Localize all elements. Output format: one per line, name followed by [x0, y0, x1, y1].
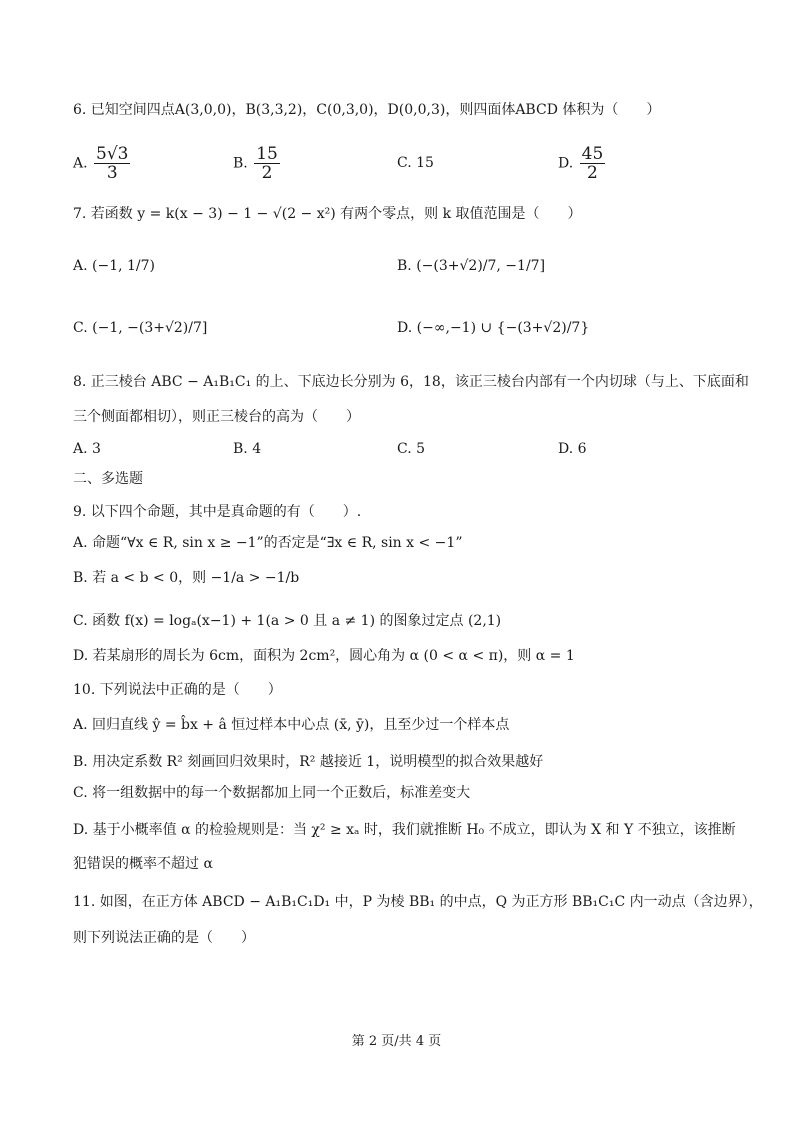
q8-option-a: [73, 439, 101, 459]
q8-option-a-letter: A.: [73, 441, 88, 457]
q6-option-a-num: 5√3: [96, 144, 129, 164]
q10-stem: 10. 下列说法中正确的是（ ）: [73, 682, 282, 698]
q8-option-d: [558, 439, 587, 459]
q9-option-d: D. 若某扇形的周长为 6cm，面积为 2cm²，圆心角为 α (0 < α < π)，则 α = 1: [73, 648, 575, 664]
q7-option-d-letter: D.: [397, 320, 413, 336]
q7-option-b: [397, 256, 545, 276]
q10-option-d-line1: D. 基于小概率值 α 的检验规则是：当 χ² ≥ xₐ 时，我们就推断 H₀ 不成立，即认为 X 和 Y 不独立，该推断: [73, 822, 736, 838]
q6-option-c-letter: C.: [397, 155, 412, 171]
q6-option-d: [558, 145, 607, 182]
q10-option-c: C. 将一组数据中的每一个数据都加上同一个正数后，标准差变大: [73, 785, 471, 801]
q8-stem-line1: 8. 正三棱台 ABC − A₁B₁C₁ 的上、下底边长分别为 6，18，该正三棱台内部有一个内切球（与上、下底面和: [73, 374, 749, 390]
q10-option-d-line2: 犯错误的概率不超过 α: [73, 856, 213, 872]
q9-option-b: B. 若 a < b < 0，则 −1/a > −1/b: [73, 570, 300, 586]
q8-option-b-letter: B.: [233, 441, 248, 457]
q7-option-c: [73, 318, 207, 338]
q6-stem: 6. 已知空间四点A(3,0,0)，B(3,3,2)，C(0,3,0)，D(0,0,3)，则四面体ABCD 体积为（ ）: [73, 102, 661, 118]
q8-option-d-text: 6: [577, 441, 587, 457]
q7-stem: 7. 若函数 y = k(x − 3) − 1 − √(2 − x²) 有两个零点，则 k 取值范围是（ ）: [73, 206, 582, 222]
q7-option-d-text: (−∞,−1) ∪ {−(3+√2)/7}: [416, 320, 590, 336]
q6-option-a-letter: A.: [73, 155, 88, 172]
q8-option-b-text: 4: [252, 441, 262, 457]
q6-option-d-fraction: [580, 145, 606, 182]
q11-stem-line1: 11. 如图，在正方体 ABCD − A₁B₁C₁D₁ 中，P 为棱 BB₁ 的中点，Q 为正方形 BB₁C₁C 内一动点（含边界），: [73, 894, 763, 910]
q7-option-b-text: (−(3+√2)/7, −1/7]: [416, 258, 546, 274]
section-heading-multiple-choice: 二、多选题: [73, 471, 143, 487]
q7-option-c-letter: C.: [73, 320, 88, 336]
q6-option-b-fraction: [254, 145, 280, 182]
q8-stem-line2: 三个侧面都相切），则正三棱台的高为（ ）: [73, 409, 360, 425]
q6-option-a: [73, 145, 132, 182]
q6-option-d-letter: D.: [558, 155, 574, 172]
q8-option-d-letter: D.: [558, 441, 574, 457]
q7-option-a: [73, 256, 155, 276]
q6-option-b: [233, 145, 282, 182]
q6-option-c: [397, 153, 434, 173]
q6-option-b-letter: B.: [233, 155, 248, 172]
q7-option-d: [397, 318, 589, 338]
q7-option-b-letter: B.: [397, 258, 412, 274]
q8-option-b: [233, 439, 261, 459]
q7-option-a-letter: A.: [73, 258, 88, 274]
page-footer: 第 2 页/共 4 页: [351, 1034, 442, 1049]
q6-option-d-num: 45: [581, 144, 604, 164]
q8-option-c-text: 5: [416, 441, 426, 457]
q6-option-c-text: 15: [416, 155, 434, 171]
q9-option-c: C. 函数 f(x) = logₐ(x−1) + 1(a > 0 且 a ≠ 1) 的图象过定点 (2,1): [73, 613, 502, 629]
q6-option-b-num: 15: [256, 144, 278, 164]
q9-option-a: A. 命题“∀x ∈ R, sin x ≥ −1”的否定是“∃x ∈ R, sin x < −1”: [73, 535, 463, 551]
q6-option-b-den: 2: [261, 163, 273, 183]
q10-option-b: B. 用决定系数 R² 刻画回归效果时，R² 越接近 1，说明模型的拟合效果越好: [73, 754, 544, 770]
q7-option-a-text: (−1, 1/7): [92, 258, 156, 274]
q6-option-d-den: 2: [587, 163, 598, 183]
q8-option-c-letter: C.: [397, 441, 412, 457]
q6-option-a-den: 3: [106, 163, 118, 183]
q6-option-a-fraction: [94, 145, 130, 182]
q8-option-c: [397, 439, 425, 459]
q9-stem: 9. 以下四个命题，其中是真命题的有（ ）.: [73, 504, 362, 520]
q11-stem-line2: 则下列说法正确的是（ ）: [73, 930, 255, 946]
q8-option-a-text: 3: [92, 441, 101, 457]
q10-option-a: A. 回归直线 ŷ = b̂x + â 恒过样本中心点 (x̄, ȳ)，且至少过一个样本点: [73, 717, 510, 733]
q7-option-c-text: (−1, −(3+√2)/7]: [92, 320, 208, 336]
